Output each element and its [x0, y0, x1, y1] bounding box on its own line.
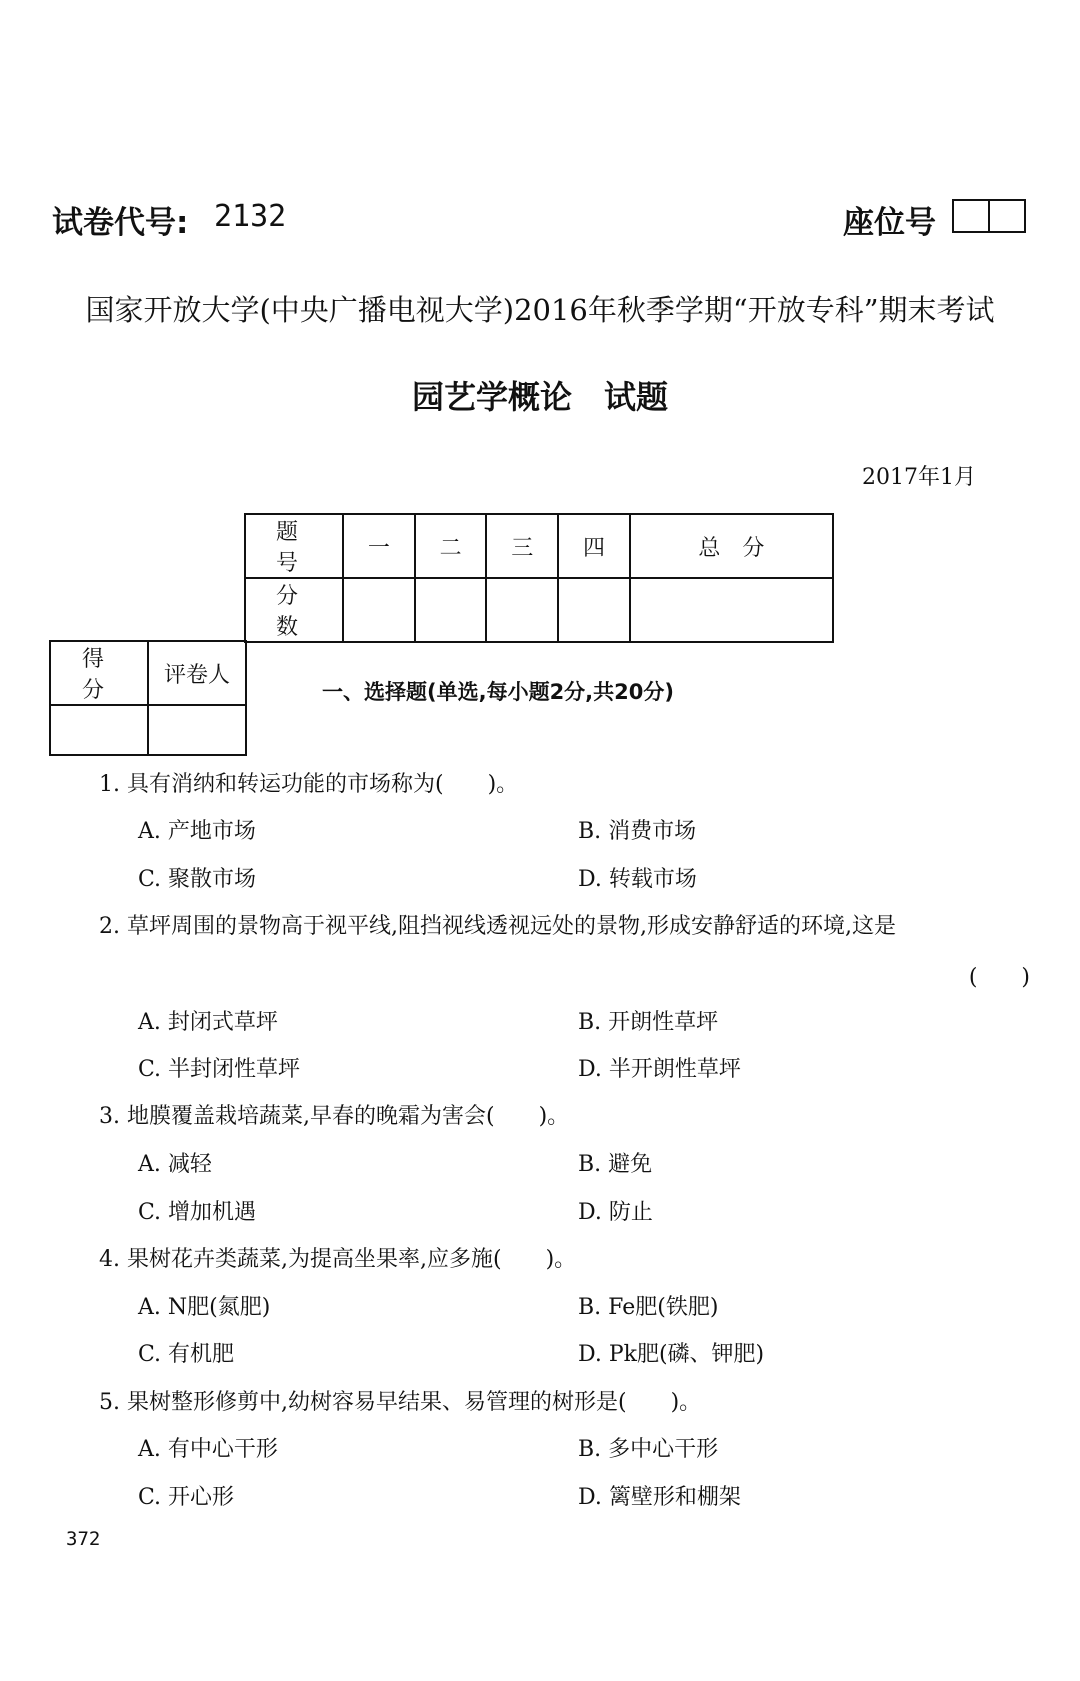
score-cell [630, 578, 833, 642]
question-text: 果树整形修剪中,幼树容易早结果、易管理的树形是( )。 [127, 1390, 702, 1415]
score-cell [486, 578, 558, 642]
question-3 [99, 1102, 1030, 1132]
score-table-score-row [245, 578, 833, 642]
question-4 [99, 1245, 1030, 1275]
column-header: 四 [558, 514, 630, 578]
question-text: 地膜覆盖栽培蔬菜,早春的晚霜为害会( )。 [127, 1104, 570, 1129]
option-d: D. 防止 [578, 1200, 653, 1225]
option-b: B. 避免 [578, 1152, 653, 1177]
score-cell [558, 578, 630, 642]
question-number: 2. [99, 914, 120, 939]
score-cell [343, 578, 415, 642]
option-b: B. 多中心干形 [578, 1437, 719, 1462]
score-table-header-row [245, 514, 833, 578]
option-c: C. 半封闭性草坪 [138, 1057, 301, 1082]
score-cell [415, 578, 487, 642]
question-number: 5. [99, 1390, 120, 1415]
grader-score-header: 得 分 [50, 641, 148, 705]
seat-number-box [952, 199, 1026, 233]
grader-name-cell [148, 705, 246, 755]
option-c: C. 有机肥 [138, 1342, 235, 1367]
option-c: C. 开心形 [138, 1485, 235, 1510]
option-d: D. Pk肥(磷、钾肥) [578, 1342, 765, 1367]
grader-table [49, 640, 247, 756]
question-number: 4. [99, 1247, 120, 1272]
option-b: B. 消费市场 [578, 819, 697, 844]
seat-number-label: 座位号 [843, 205, 936, 241]
column-header: 二 [415, 514, 487, 578]
question-text: 具有消纳和转运功能的市场称为( )。 [127, 772, 519, 797]
exam-title: 国家开放大学(中央广播电视大学)2016年秋季学期“开放专科”期末考试 [85, 293, 995, 327]
option-b: B. 开朗性草坪 [578, 1010, 719, 1035]
column-header: 三 [486, 514, 558, 578]
page-number: 372 [66, 1528, 101, 1550]
grader-score-cell [50, 705, 148, 755]
option-a: A. 产地市场 [138, 819, 256, 844]
exam-date: 2017年1月 [862, 465, 976, 490]
row-header-question-number: 题 号 [245, 514, 343, 578]
column-header-total: 总 分 [630, 514, 833, 578]
subject-title: 园艺学概论 试题 [411, 378, 668, 416]
seat-number-cell [954, 201, 988, 231]
option-d: D. 篱壁形和棚架 [578, 1485, 741, 1510]
paper-code: 2132 [214, 199, 287, 234]
question-text: 草坪周围的景物高于视平线,阻挡视线透视远处的景物,形成安静舒适的环境,这是 [127, 914, 896, 939]
option-d: D. 转载市场 [578, 867, 697, 892]
option-c: C. 增加机遇 [138, 1200, 257, 1225]
option-a: A. 封闭式草坪 [138, 1010, 278, 1035]
seat-number-cell [988, 201, 1024, 231]
option-a: A. N肥(氮肥) [138, 1295, 271, 1320]
question-1 [99, 770, 1030, 800]
option-a: A. 有中心干形 [138, 1437, 278, 1462]
section-heading: 一、选择题(单选,每小题2分,共20分) [322, 680, 674, 704]
row-header-score: 分 数 [245, 578, 343, 642]
option-d: D. 半开朗性草坪 [578, 1057, 741, 1082]
option-b: B. Fe肥(铁肥) [578, 1295, 719, 1320]
column-header: 一 [343, 514, 415, 578]
question-5 [99, 1388, 1030, 1418]
question-2 [99, 912, 1030, 942]
question-number: 3. [99, 1104, 120, 1129]
grader-name-header: 评卷人 [148, 641, 246, 705]
question-number: 1. [99, 772, 120, 797]
option-c: C. 聚散市场 [138, 867, 257, 892]
answer-parentheses: ( ) [968, 965, 1030, 990]
option-a: A. 减轻 [138, 1152, 212, 1177]
score-table [244, 513, 834, 643]
question-text: 果树花卉类蔬菜,为提高坐果率,应多施( )。 [127, 1247, 577, 1272]
paper-code-label: 试卷代号: [52, 205, 189, 241]
